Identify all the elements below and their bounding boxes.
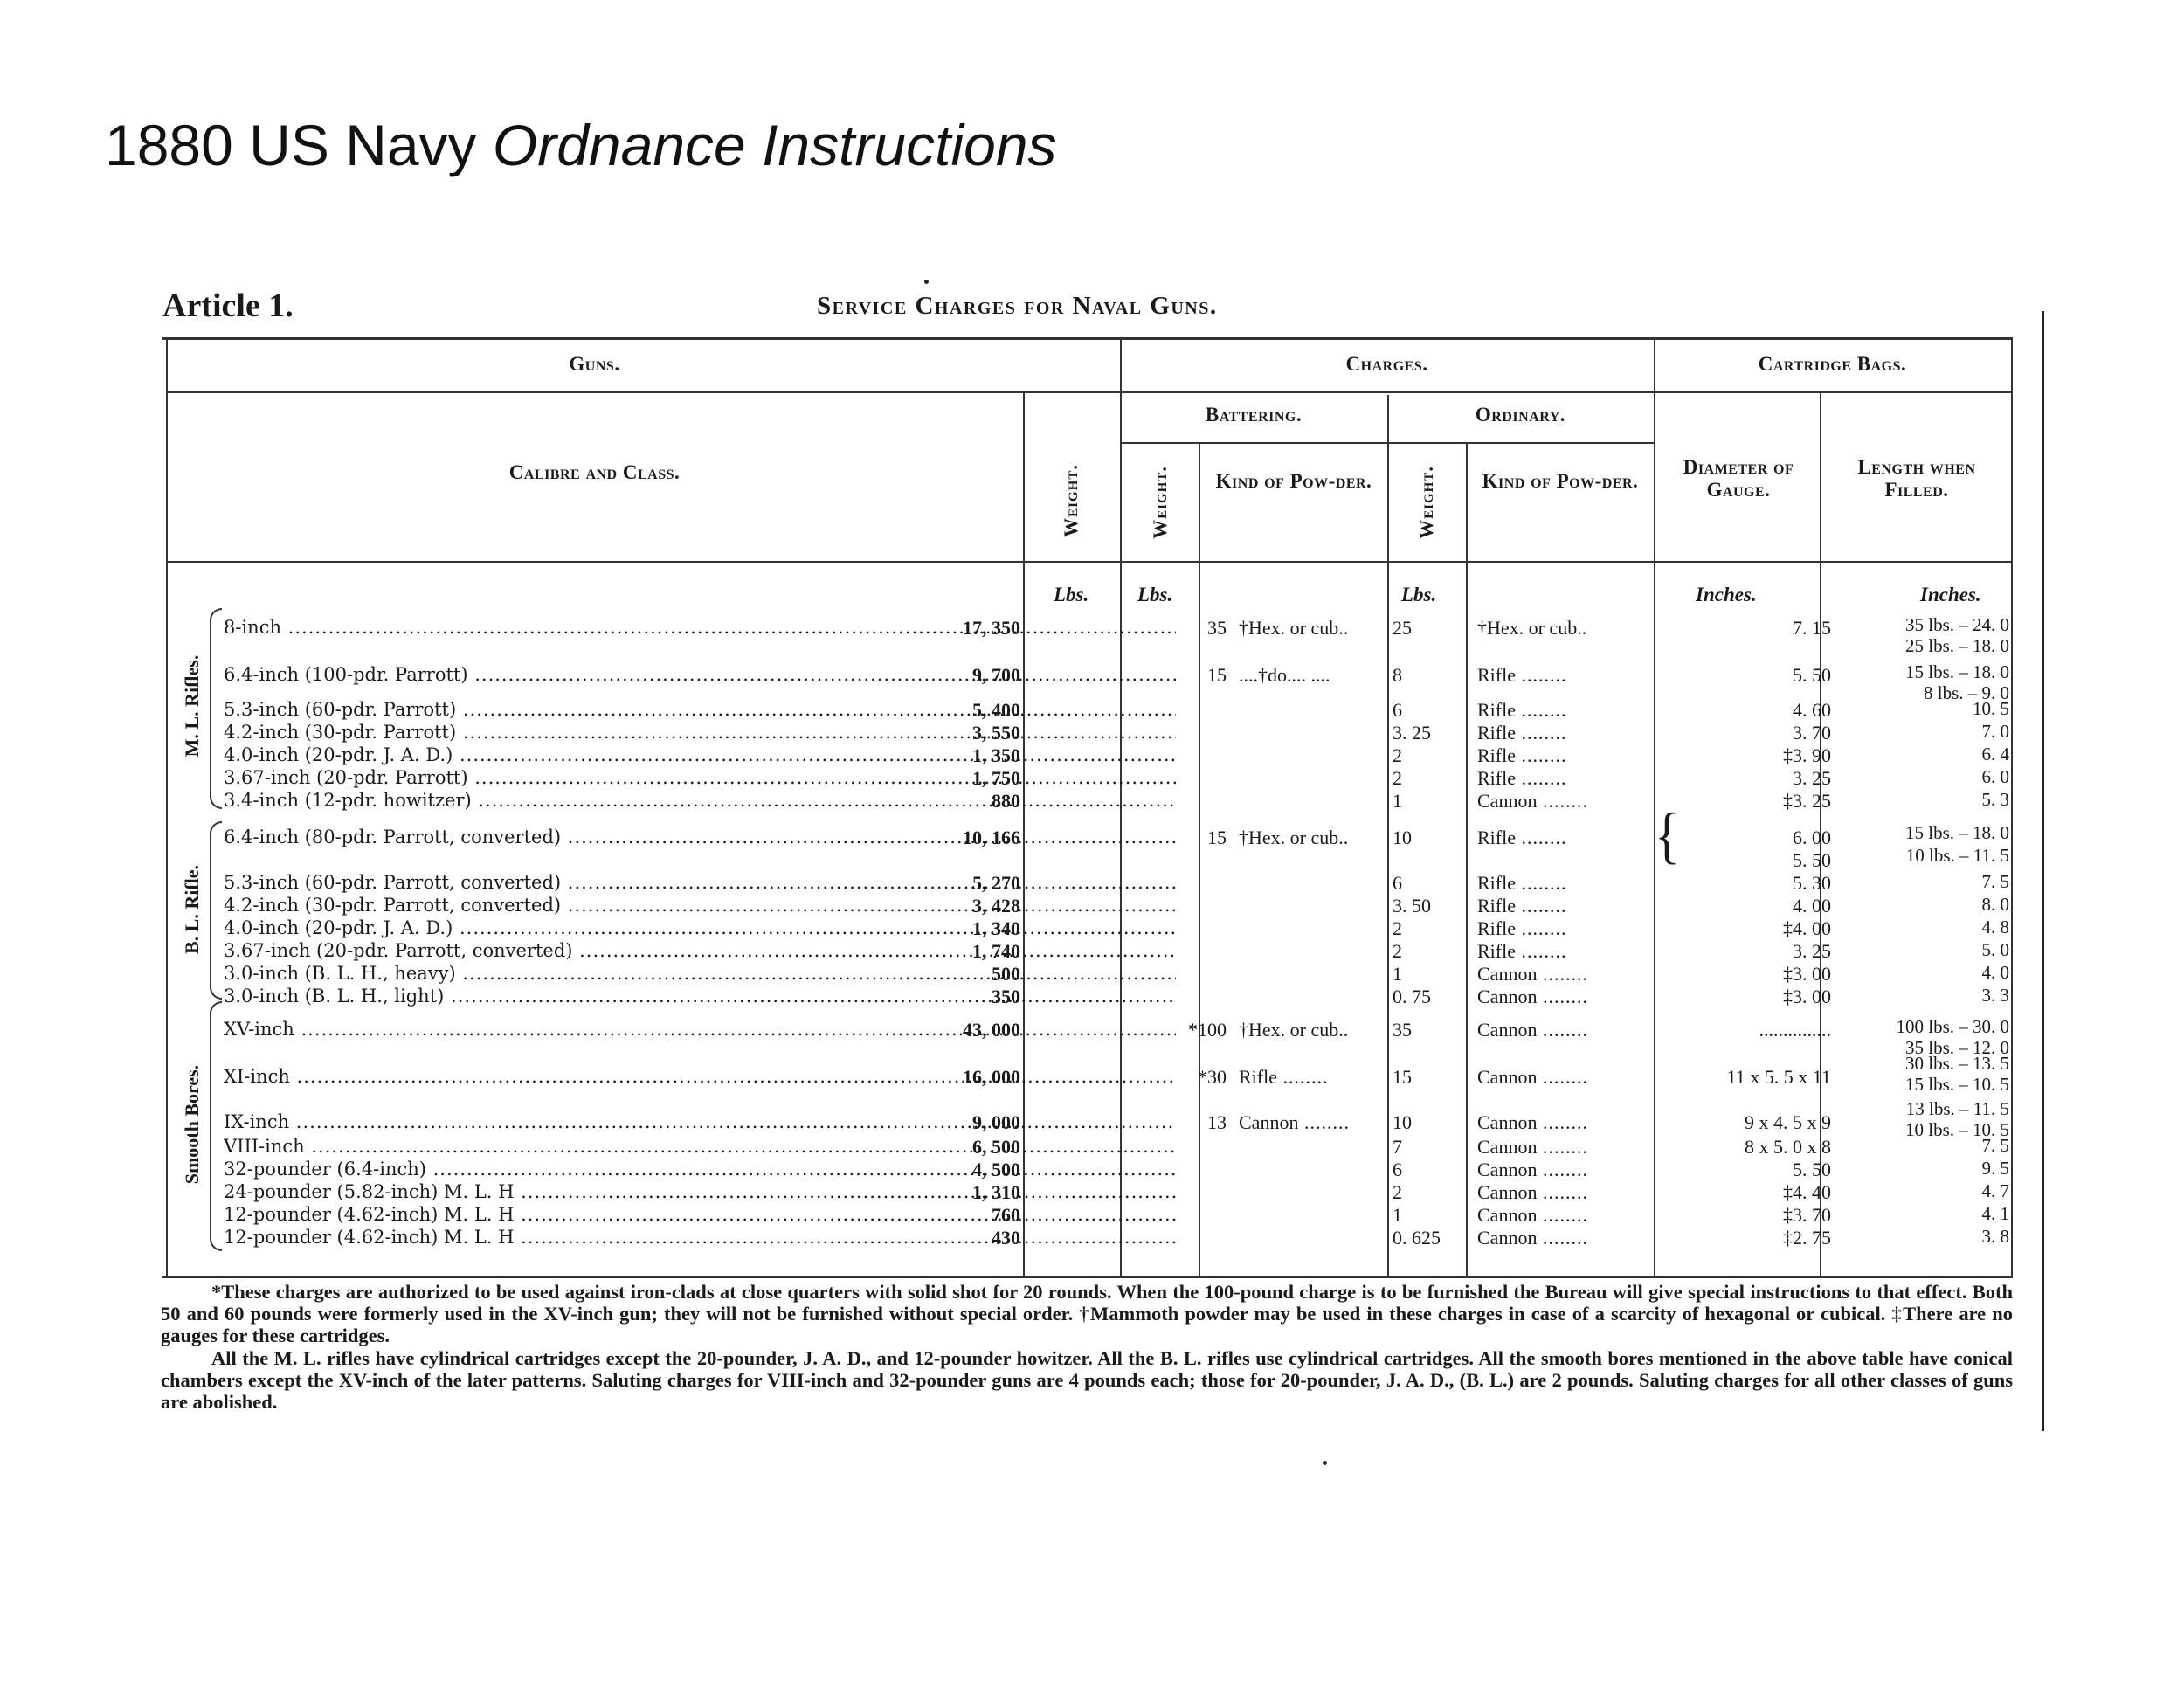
ordinary-weight-cell: 2 [1393, 744, 1402, 766]
header-guns: Guns. [569, 353, 620, 375]
ordinary-kind-cell: Rifle ..... [1477, 699, 1696, 722]
gun-weight-cell: 880 [992, 790, 1020, 812]
unit-battering-weight: Lbs. [1137, 584, 1173, 605]
slide-title-italic: Ordnance Instructions [492, 113, 1057, 177]
ordinary-weight-cell: 35 [1393, 1019, 1412, 1041]
length-cell [1843, 1017, 2009, 1058]
length-cell [1843, 1136, 2009, 1157]
slide-title [105, 112, 1057, 178]
gun-weight-cell: 10, 166 [963, 827, 1020, 848]
calibre-cell: 3.67-inch (20-pdr. Parrott) ..... [224, 767, 1176, 788]
diameter-cell: ‡4. 00 [1783, 917, 1831, 939]
header-ordinary-weight: Weight. [1415, 466, 1437, 539]
gun-weight-cell: 5, 270 [972, 872, 1020, 894]
ordinary-kind-cell: Rifle ..... [1477, 872, 1696, 895]
ordinary-weight-cell: 3. 50 [1393, 895, 1431, 917]
length-value: 10. 5 [1973, 698, 2009, 719]
diameter-cell: 9 x 4. 5 x 9 [1745, 1111, 1831, 1133]
battering-weight-cell: 15 [1207, 664, 1227, 686]
diameter-cell: 4. 00 [1793, 895, 1831, 917]
gun-weight-cell: 17, 350 [963, 617, 1020, 639]
battering-kind-cell: †Hex. or cub.. [1239, 1019, 1349, 1041]
diameter-cell: 8 x 5. 0 x 8 [1745, 1136, 1831, 1158]
ordinary-kind-cell: Rifle ..... [1477, 917, 1696, 940]
footnotes [161, 1281, 2013, 1413]
length-cell [1843, 1181, 2009, 1202]
header-gun-weight: Weight. [1060, 464, 1082, 537]
ordinary-kind-cell: Rifle ..... [1477, 895, 1696, 917]
unit-gun-weight: Lbs. [1054, 584, 1089, 605]
diameter-cell: ‡4. 40 [1783, 1181, 1831, 1203]
ordinary-kind-cell: Rifle ..... [1477, 767, 1696, 790]
length-value: 7. 5 [1981, 871, 2009, 892]
slide-title-plain: 1880 US Navy [105, 113, 493, 177]
calibre-cell: 4.0-inch (20-pdr. J. A. D.) ..... [224, 744, 1176, 765]
group-brace-ml-rifles [210, 608, 222, 809]
ordinary-weight-cell: 10 [1393, 827, 1412, 848]
gun-weight-cell: 3, 428 [972, 895, 1020, 917]
calibre-cell: 24-pounder (5.82-inch) M. L. H ..... [224, 1181, 1176, 1202]
ordinary-weight-cell: 7 [1393, 1136, 1402, 1158]
length-value: 4. 8 [1981, 917, 2009, 937]
length-cell [1843, 1159, 2009, 1180]
calibre-cell: 4.2-inch (30-pdr. Parrott) ..... [224, 722, 1176, 743]
ordinary-weight-cell: 6 [1393, 699, 1402, 721]
ordinary-kind-cell: Cannon ..... [1477, 1227, 1696, 1249]
length-cell [1843, 699, 2009, 720]
length-value: 30 lbs. – 13. 5 [1904, 1053, 2009, 1074]
group-brace-smooth-bores [210, 1001, 222, 1251]
length-cell [1843, 917, 2009, 938]
ordinary-weight-cell: 6 [1393, 872, 1402, 894]
header-cartridge-bags: Cartridge Bags. [1758, 353, 1907, 375]
calibre-cell: XI-inch ..... [224, 1066, 1176, 1087]
diameter-cell: 3. 25 [1793, 940, 1831, 962]
length-cell [1843, 940, 2009, 961]
header-ordinary: Ordinary. [1475, 404, 1566, 425]
ordinary-kind-cell: Cannon ..... [1477, 986, 1696, 1008]
header-rule-2 [1120, 442, 1654, 444]
length-value: 15 lbs. – 10. 5 [1904, 1073, 2009, 1095]
gun-weight-cell: 350 [992, 986, 1020, 1007]
length-value: 6. 4 [1981, 744, 2009, 764]
length-cell [1843, 790, 2009, 811]
diameter-cell: 11 x 5. 5 x 11 [1726, 1066, 1831, 1088]
calibre-cell: 6.4-inch (80-pdr. Parrott, converted) ..... [224, 827, 1176, 847]
article-label: Article 1. [162, 287, 294, 324]
gun-weight-cell: 3, 550 [972, 722, 1020, 744]
length-cell [1843, 662, 2009, 703]
length-cell [1843, 767, 2009, 788]
ordinary-kind-cell: Cannon ..... [1477, 1159, 1696, 1181]
gun-weight-cell: 1, 340 [972, 917, 1020, 939]
length-cell [1843, 1054, 2009, 1095]
group-label-ml-rifles: M. L. Rifles. [181, 654, 203, 758]
length-value: 35 lbs. – 12. 0 [1904, 1036, 2009, 1058]
ordinary-kind-cell: Rifle ..... [1477, 940, 1696, 963]
header-rule-3 [166, 561, 2011, 563]
footnote-2: All the M. L. rifles have cylindrical cartridges except the 20-pounder, J. A. D., and 12-pounder howitzer. All the B. L. rifles use cylindrical cartridges. All the smooth bores mentioned in the above table have conical chambers except the XV-inch of the later patterns. Saluting charges for VIII-inch and 32-pounder guns are 4 pounds each; those for 20-pounder, J. A. D., (B. L.) are 2 pounds. Saluting charges for all other classes of guns are abolished. [161, 1346, 2013, 1413]
battering-weight-cell: 15 [1207, 827, 1227, 848]
diameter-cell: ............... [1759, 1019, 1831, 1041]
gun-weight-cell: 16, 000 [963, 1066, 1020, 1088]
length-value: 3. 3 [1981, 985, 2009, 1006]
length-cell [1843, 823, 2009, 844]
diameter-cell: 4. 60 [1793, 699, 1831, 721]
calibre-cell: IX-inch ..... [224, 1111, 1176, 1132]
diameter-cell: 5. 50 [1793, 849, 1831, 871]
ordinary-weight-cell: 0. 625 [1393, 1227, 1441, 1249]
battering-kind-cell: Cannon ..... [1239, 1111, 1536, 1134]
diameter-cell: ‡3. 00 [1783, 963, 1831, 985]
page-edge-line [2042, 311, 2044, 1431]
gun-weight-cell: 9, 700 [972, 664, 1020, 686]
length-value: 5. 0 [1981, 939, 2009, 960]
gun-weight-cell: 1, 350 [972, 744, 1020, 766]
length-cell [1843, 1099, 2009, 1140]
calibre-cell: 6.4-inch (100-pdr. Parrott) ..... [224, 664, 1176, 685]
length-cell [1843, 986, 2009, 1007]
length-value: 8 lbs. – 9. 0 [1923, 681, 2009, 703]
length-cell [1843, 1227, 2009, 1248]
calibre-cell: 3.4-inch (12-pdr. howitzer) ..... [224, 790, 1176, 811]
diameter-cell: 6. 00 [1793, 827, 1831, 848]
ordinary-kind-cell: Cannon ..... [1477, 963, 1696, 986]
length-value: 4. 0 [1981, 962, 2009, 983]
length-value: 5. 3 [1981, 789, 2009, 810]
unit-ordinary-weight: Lbs. [1401, 584, 1437, 605]
ordinary-kind-cell: Rifle ..... [1477, 744, 1696, 767]
length-cell [1843, 744, 2009, 765]
length-cell [1843, 895, 2009, 916]
diameter-cell: 5. 50 [1793, 664, 1831, 686]
gun-weight-cell: 6, 500 [972, 1136, 1020, 1158]
battering-weight-cell: 35 [1207, 617, 1227, 639]
length-value: 15 lbs. – 18. 0 [1904, 661, 2009, 682]
group-label-bl-rifle: B. L. Rifle. [181, 864, 203, 955]
diameter-cell: ‡2. 75 [1783, 1227, 1831, 1249]
ordinary-kind-cell: Cannon ..... [1477, 1066, 1696, 1089]
length-value: 9. 5 [1981, 1158, 2009, 1179]
footnote-1: *These charges are authorized to be used against iron-clads at close quarters with solid shot for 20 rounds. When the 100-pound charge is to be furnished the Bureau will give special instructions to that effect. Both 50 and 60 pounds were formerly used in the XV-inch gun; they will not be furnished without special order. †Mammoth powder may be used in these charges in case of a scarcity of hexagonal or cubical. ‡There are no gauges for these cartridges. [161, 1281, 2013, 1347]
ordinary-kind-cell: Cannon ..... [1477, 1111, 1696, 1134]
ordinary-kind-cell: Rifle ..... [1477, 664, 1696, 687]
gun-weight-cell: 9, 000 [972, 1111, 1020, 1133]
diameter-cell: 5. 50 [1793, 1159, 1831, 1180]
ordinary-weight-cell: 1 [1393, 790, 1402, 812]
length-cell [1843, 615, 2009, 656]
ordinary-weight-cell: 2 [1393, 767, 1402, 789]
battering-kind-cell: ....†do.... .... [1239, 664, 1330, 686]
diameter-cell: 7. 15 [1793, 617, 1831, 639]
ordinary-kind-cell: Cannon ..... [1477, 1181, 1696, 1204]
calibre-cell: 5.3-inch (60-pdr. Parrott, converted) ..... [224, 872, 1176, 893]
ordinary-kind-cell: Rifle ..... [1477, 827, 1696, 849]
calibre-cell: VIII-inch ..... [224, 1136, 1176, 1157]
diameter-cell: 5. 30 [1793, 872, 1831, 894]
battering-kind-cell: †Hex. or cub.. [1239, 617, 1349, 639]
gun-weight-cell: 5, 400 [972, 699, 1020, 721]
calibre-cell: 12-pounder (4.62-inch) M. L. H ..... [224, 1204, 1176, 1225]
ordinary-weight-cell: 2 [1393, 917, 1402, 939]
length-value: 7. 5 [1981, 1135, 2009, 1156]
gun-weight-cell: 4, 500 [972, 1159, 1020, 1180]
page-heading: Service Charges for Naval Guns. [817, 292, 1218, 320]
ordinary-weight-cell: 10 [1393, 1111, 1412, 1133]
calibre-cell: 4.0-inch (20-pdr. J. A. D.) ..... [224, 917, 1176, 938]
length-value: 10 lbs. – 10. 5 [1904, 1118, 2009, 1140]
gun-weight-cell: 430 [992, 1227, 1020, 1249]
divider-ordinary-weight [1466, 442, 1468, 1278]
diameter-cell: 3. 25 [1793, 767, 1831, 789]
calibre-cell: 5.3-inch (60-pdr. Parrott) ..... [224, 699, 1176, 720]
ordinary-kind-cell: Cannon ..... [1477, 1019, 1696, 1041]
gun-weight-cell: 43, 000 [963, 1019, 1020, 1041]
length-cell [1843, 846, 2009, 867]
battering-weight-cell: *30 [1198, 1066, 1227, 1088]
header-diameter: Diameter of Gauge. [1683, 456, 1794, 502]
length-value: 6. 0 [1981, 766, 2009, 787]
ordinary-weight-cell: 0. 75 [1393, 986, 1431, 1007]
battering-weight-cell: *100 [1188, 1019, 1227, 1041]
ordinary-kind-cell: Rifle ..... [1477, 722, 1696, 744]
length-value: 15 lbs. – 18. 0 [1904, 822, 2009, 843]
length-cell [1843, 722, 2009, 743]
gun-weight-cell: 1, 310 [972, 1181, 1020, 1203]
ordinary-weight-cell: 2 [1393, 1181, 1402, 1203]
ordinary-weight-cell: 8 [1393, 664, 1402, 686]
gun-weight-cell: 1, 750 [972, 767, 1020, 789]
length-value: 13 lbs. – 11. 5 [1905, 1098, 2009, 1119]
length-value: 25 lbs. – 18. 0 [1904, 634, 2009, 656]
header-charges: Charges. [1345, 353, 1428, 375]
scan-speck [1323, 1461, 1327, 1465]
length-value: 4. 1 [1981, 1203, 2009, 1224]
battering-kind-cell: †Hex. or cub.. [1239, 827, 1349, 848]
length-value: 35 lbs. – 24. 0 [1904, 614, 2009, 635]
header-ordinary-kind: Kind of Pow-der. [1482, 470, 1639, 492]
unit-diameter: Inches. [1696, 584, 1757, 605]
ordinary-weight-cell: 3. 25 [1393, 722, 1431, 744]
diameter-cell: ‡3. 90 [1783, 744, 1831, 766]
header-calibre-class: Calibre and Class. [508, 461, 681, 483]
table-top-rule [162, 337, 2013, 340]
calibre-cell: 3.0-inch (B. L. H., heavy) ..... [224, 963, 1176, 984]
diameter-cell: ‡3. 70 [1783, 1204, 1831, 1226]
group-label-smooth-bores: Smooth Bores. [181, 1064, 203, 1185]
calibre-cell: 32-pounder (6.4-inch) ..... [224, 1159, 1176, 1180]
ordinary-weight-cell: 15 [1393, 1066, 1412, 1088]
length-value: 10 lbs. – 11. 5 [1905, 845, 2009, 866]
battering-kind-cell: Rifle ..... [1239, 1066, 1536, 1089]
scan-speck [924, 280, 929, 284]
calibre-cell: 4.2-inch (30-pdr. Parrott, converted) ..... [224, 895, 1176, 916]
ordinary-weight-cell: 6 [1393, 1159, 1402, 1180]
header-battering: Battering. [1205, 404, 1303, 425]
ordinary-kind-cell: Cannon ..... [1477, 1136, 1696, 1159]
divider-battering-weight [1199, 442, 1200, 1278]
unit-length: Inches. [1920, 584, 1981, 605]
gun-weight-cell: 760 [992, 1204, 1020, 1226]
ordinary-weight-cell: 1 [1393, 963, 1402, 985]
service-charges-table [162, 337, 2013, 1278]
table-right-rule [2011, 337, 2013, 1278]
table-bottom-rule [162, 1276, 2013, 1278]
length-cell [1843, 963, 2009, 984]
length-value: 3. 8 [1981, 1226, 2009, 1247]
calibre-cell: 3.0-inch (B. L. H., light) ..... [224, 986, 1176, 1007]
calibre-cell: 8-inch ..... [224, 617, 1176, 638]
diameter-cell: ‡3. 25 [1783, 790, 1831, 812]
ordinary-weight-cell: 1 [1393, 1204, 1402, 1226]
length-value: 8. 0 [1981, 894, 2009, 915]
header-length: Length when Filled. [1857, 456, 1976, 502]
ordinary-weight-cell: 25 [1393, 617, 1412, 639]
ordinary-kind-cell: Cannon ..... [1477, 1204, 1696, 1227]
calibre-cell: 3.67-inch (20-pdr. Parrott, converted) ..... [224, 940, 1176, 961]
length-value: 7. 0 [1981, 721, 2009, 742]
ordinary-kind-cell: †Hex. or cub.. [1477, 617, 1587, 639]
diameter-cell: ‡3. 00 [1783, 986, 1831, 1007]
length-cell [1843, 1204, 2009, 1225]
group-brace-bl-rifle [210, 821, 222, 1000]
header-rule-1 [166, 391, 2011, 393]
battering-weight-cell: 13 [1207, 1111, 1227, 1133]
header-battering-kind: Kind of Pow-der. [1215, 470, 1372, 492]
diameter-cell: 3. 70 [1793, 722, 1831, 744]
length-value: 100 lbs. – 30. 0 [1896, 1016, 2009, 1037]
gun-weight-cell: 500 [992, 963, 1020, 985]
calibre-cell: XV-inch ..... [224, 1019, 1176, 1040]
diameter-brace: { [1655, 800, 1680, 870]
header-battering-weight: Weight. [1149, 466, 1171, 539]
length-value: 4. 7 [1981, 1180, 2009, 1201]
gun-weight-cell: 1, 740 [972, 940, 1020, 962]
calibre-cell: 12-pounder (4.62-inch) M. L. H ..... [224, 1227, 1176, 1248]
ordinary-kind-cell: Cannon ..... [1477, 790, 1696, 813]
ordinary-weight-cell: 2 [1393, 940, 1402, 962]
length-cell [1843, 872, 2009, 893]
